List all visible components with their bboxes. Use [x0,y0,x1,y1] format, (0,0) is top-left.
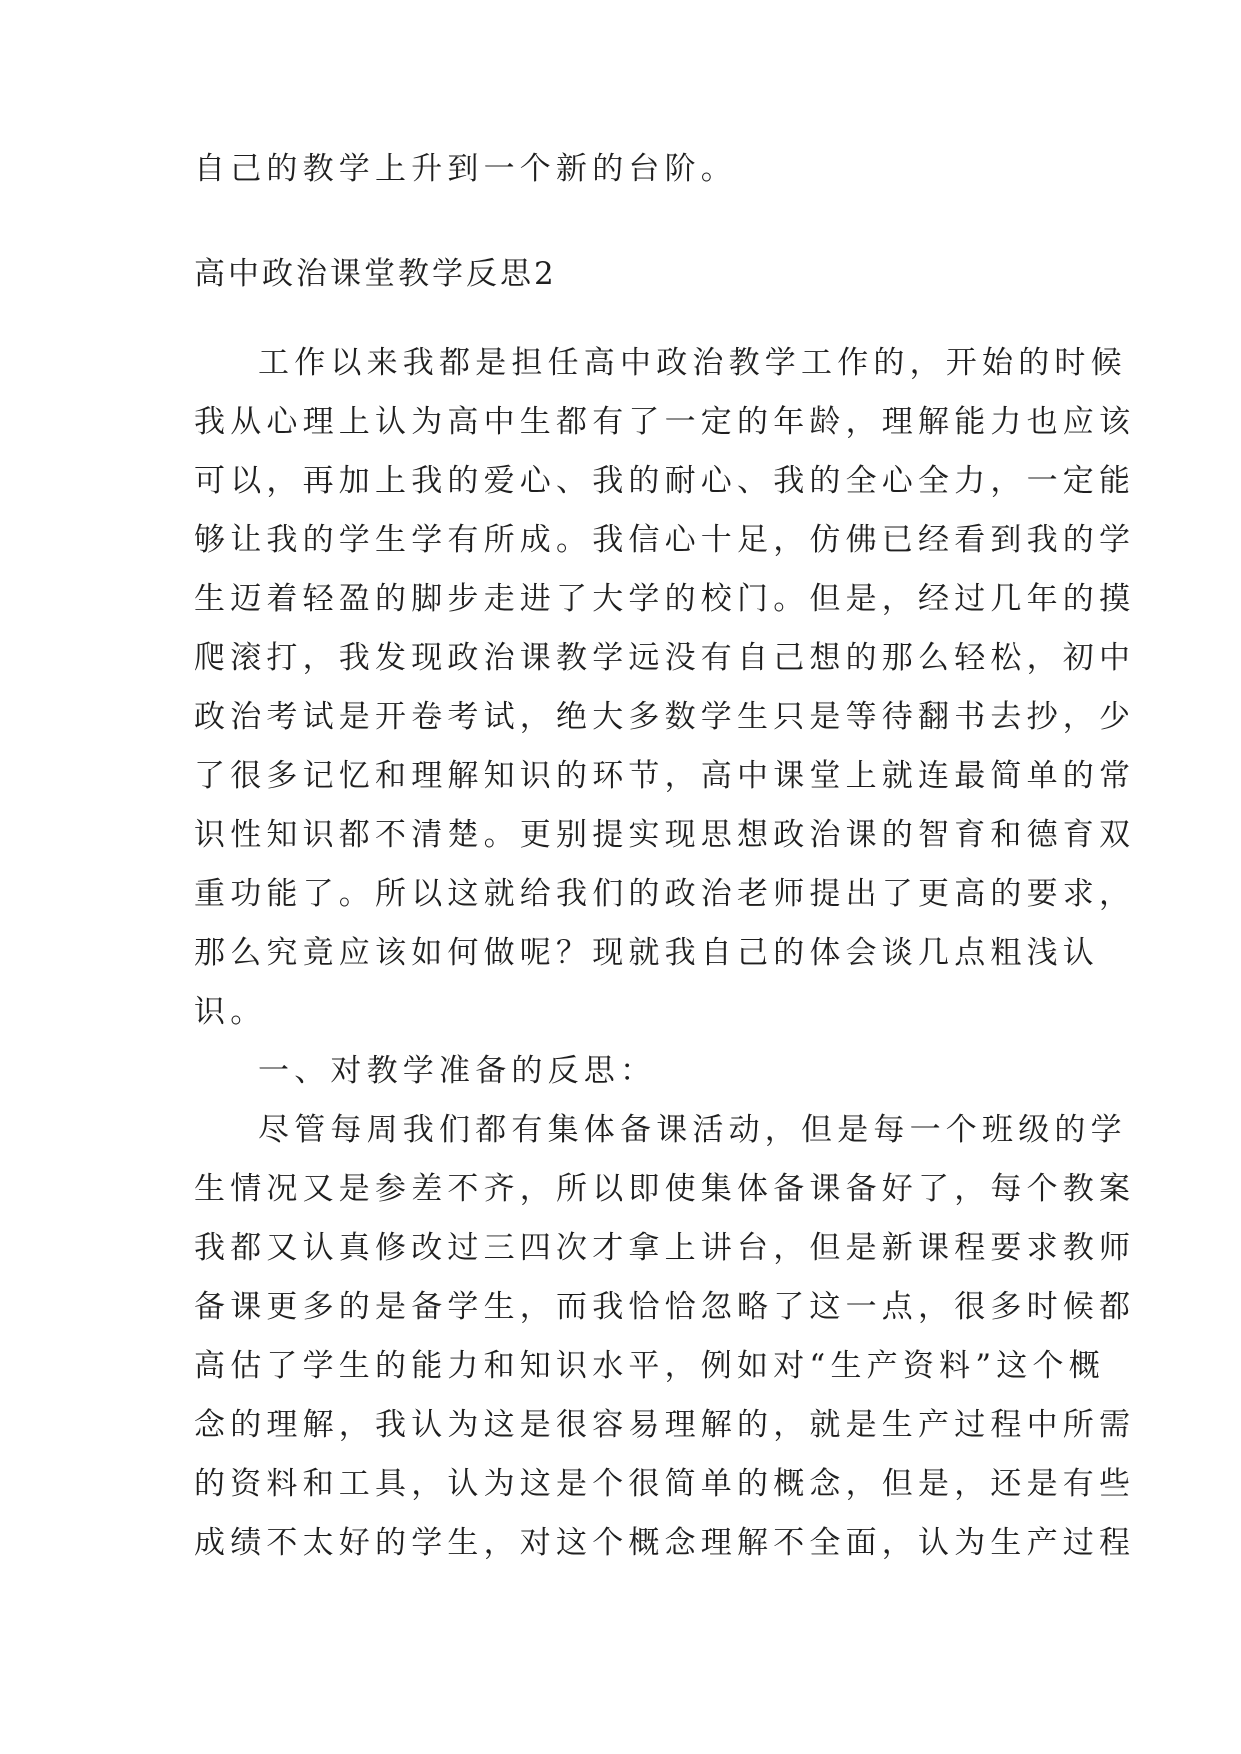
text-line: 自己的教学上升到一个新的台阶。 [194,151,737,187]
text-line: 识性知识都不清楚。更别提实现思想政治课的智育和德育双 [194,817,1136,853]
text-line: 爬滚打，我发现政治课教学远没有自己想的那么轻松，初中 [194,640,1136,676]
text-line: 了很多记忆和理解知识的环节，高中课堂上就连最简单的常 [194,758,1136,794]
text-line: 备课更多的是备学生，而我恰恰忽略了这一点，很多时候都 [194,1289,1136,1325]
text-line: 工作以来我都是担任高中政治教学工作的，开始的时候 [258,345,1127,381]
text-line: 念的理解，我认为这是很容易理解的，就是生产过程中所需 [194,1407,1136,1443]
text-line: 的资料和工具，认为这是个很简单的概念，但是，还是有些 [194,1466,1136,1502]
text-line: 那么究竟应该如何做呢？现就我自己的体会谈几点粗浅认 [194,935,1099,971]
text-line: 生迈着轻盈的脚步走进了大学的校门。但是，经过几年的摸 [194,581,1136,617]
subheading: 一、对教学准备的反思： [258,1053,657,1089]
text-line: 可以，再加上我的爱心、我的耐心、我的全心全力，一定能 [194,463,1136,499]
text-line: 政治考试是开卷考试，绝大多数学生只是等待翻书去抄，少 [194,699,1136,735]
text-line: 生情况又是参差不齐，所以即使集体备课备好了，每个教案 [194,1171,1136,1207]
text-line: 尽管每周我们都有集体备课活动，但是每一个班级的学 [258,1112,1127,1148]
text-line: 我从心理上认为高中生都有了一定的年龄，理解能力也应该 [194,404,1136,440]
text-line: 我都又认真修改过三四次才拿上讲台，但是新课程要求教师 [194,1230,1136,1266]
text-line: 重功能了。所以这就给我们的政治老师提出了更高的要求， [194,876,1136,912]
text-line: 识。 [194,994,267,1030]
text-line: 成绩不太好的学生，对这个概念理解不全面，认为生产过程 [194,1525,1136,1561]
text-line: 高估了学生的能力和知识水平，例如对“生产资料”这个概 [194,1348,1105,1384]
text-line: 够让我的学生学有所成。我信心十足，仿佛已经看到我的学 [194,522,1136,558]
section-title: 高中政治课堂教学反思2 [194,256,557,292]
